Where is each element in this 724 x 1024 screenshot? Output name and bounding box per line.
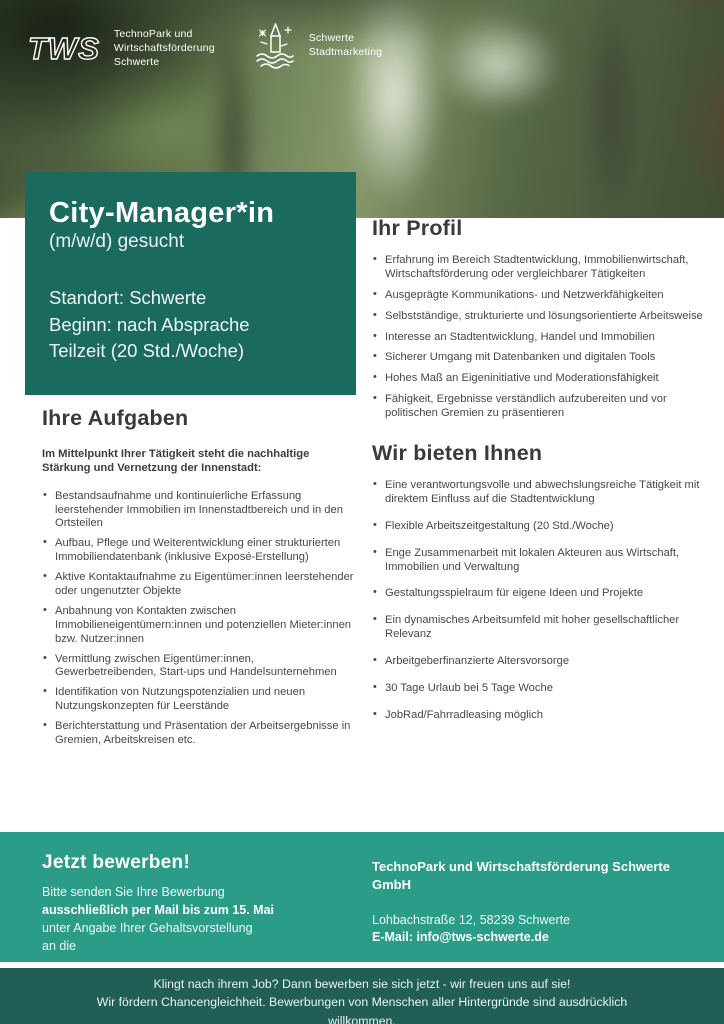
offer-item: • Arbeitgeberfinanzierte Altersvorsorge — [372, 655, 708, 669]
tws-logo-text — [114, 28, 215, 70]
tasks-heading: Ihre Aufgaben — [42, 406, 189, 430]
job-title-box — [25, 172, 356, 395]
right-column — [372, 216, 708, 736]
tws-logo-line: TechnoPark und — [113, 28, 193, 40]
offer-item: • Ein dynamisches Arbeitsumfeld mit hoher gesellschaftlicher Relevanz — [372, 614, 708, 642]
offer-list — [372, 479, 708, 723]
stadtmarketing-logo-line: Schwerte — [308, 32, 355, 45]
apply-line: an die — [42, 939, 77, 954]
task-item: • Berichterstattung und Präsentation der Arbeitsergebnisse in Gremien, Arbeitskreisen etc. — [42, 720, 358, 748]
offer-heading: Wir bieten Ihnen — [372, 441, 543, 466]
task-item: • Aktive Kontaktaufnahme zu Eigentümer:innen leerstehender oder ungenutzter Objekte — [42, 571, 358, 599]
tasks-section — [42, 406, 358, 754]
apply-text — [42, 883, 342, 956]
profile-item: • Erfahrung im Bereich Stadtentwicklung, Immobilienwirtschaft, Wirtschaftsförderung oder vergleichbarer Tätigkeiten — [372, 254, 708, 282]
apply-heading: Jetzt bewerben! — [42, 852, 191, 873]
offer-item: • Gestaltungsspielraum für eigene Ideen und Projekte — [372, 587, 708, 601]
job-detail-line: Standort: Schwerte — [49, 287, 207, 309]
job-detail-line: Beginn: nach Absprache — [49, 313, 250, 335]
stadtmarketing-fountain-icon — [253, 22, 297, 70]
tws-logo-line: Schwerte — [113, 55, 160, 68]
tws-logo — [28, 28, 215, 70]
logo-row — [28, 28, 382, 70]
apply-deadline-line: ausschließlich per Mail bis zum 15. Mai — [42, 903, 275, 918]
offer-item: • 30 Tage Urlaub bei 5 Tage Woche — [372, 682, 708, 696]
profile-heading: Ihr Profil — [372, 216, 463, 240]
task-item: • Anbahnung von Kontakten zwischen Immobilieneigentümern:innen und potenziellen Mieter:innen bzw. Nutzer:innen — [42, 605, 358, 647]
apply-band — [0, 832, 724, 962]
job-title: City-Manager*in — [49, 197, 275, 229]
apply-line: unter Angabe Ihrer Gehaltsvorstellung — [42, 921, 253, 936]
profile-list — [372, 254, 708, 421]
task-item: • Vermittlung zwischen Eigentümer:innen, Gewerbetreibenden, Start-ups und Handelsunternehmen — [42, 653, 358, 681]
stadtmarketing-logo-line: Stadtmarketing — [308, 46, 383, 58]
stadtmarketing-logo-text — [309, 32, 382, 60]
profile-item: • Fähigkeit, Ergebnisse verständlich aufzubereiten und vor politischen Gremien zu präsentieren — [372, 393, 708, 421]
profile-item: • Interesse an Stadtentwicklung, Handel und Immobilien — [372, 331, 708, 345]
profile-item: • Selbstständige, strukturierte und lösungsorientierte Arbeitsweise — [372, 310, 708, 324]
offer-item: • JobRad/Fahrradleasing möglich — [372, 709, 708, 723]
company-address: Lohbachstraße 12, 58239 Schwerte — [372, 913, 571, 928]
footer-line: willkommen. — [328, 1013, 396, 1024]
profile-item: • Hohes Maß an Eigeninitiative und Moderationsfähigkeit — [372, 372, 708, 386]
job-detail-line: Teilzeit (20 Std./Woche) — [49, 339, 245, 361]
tasks-list — [42, 490, 358, 748]
equality-footer — [0, 968, 724, 1024]
job-subtitle: (m/w/d) gesucht — [49, 231, 185, 253]
profile-item: • Ausgeprägte Kommunikations- und Netzwerkfähigkeiten — [372, 289, 708, 303]
task-item: • Bestandsaufnahme und kontinuierliche Erfassung leerstehender Immobilien im Innenstadtbereich und in den Ortsteilen — [42, 490, 358, 532]
company-name: TechnoPark und Wirtschaftsförderung Schwerte GmbH — [372, 859, 670, 893]
task-item: • Identifikation von Nutzungspotenzialien und neuen Nutzungskonzepten für Leerstände — [42, 686, 358, 714]
offer-item: • Enge Zusammenarbeit mit lokalen Akteuren aus Wirtschaft, Immobilien und Verwaltung — [372, 547, 708, 575]
profile-item: • Sicherer Umgang mit Datenbanken und digitalen Tools — [372, 351, 708, 365]
tasks-intro: Im Mittelpunkt Ihrer Tätigkeit steht die nachhaltige Stärkung und Vernetzung der Innenstadt: — [42, 448, 310, 475]
footer-line: Wir fördern Chancengleichheit. Bewerbungen von Menschen aller Hintergründe sind ausdrücklich — [96, 995, 628, 1010]
task-item: • Aufbau, Pflege und Weiterentwicklung einer strukturierten Immobiliendatenbank (inklusive Exposé-Erstellung) — [42, 537, 358, 565]
apply-call-to-action — [42, 852, 342, 956]
apply-line: Bitte senden Sie Ihre Bewerbung — [42, 885, 225, 899]
tws-logo-line: Wirtschaftsförderung — [113, 41, 215, 54]
contact-block — [372, 858, 692, 944]
stadtmarketing-logo — [253, 22, 382, 70]
contact-email: E-Mail: info@tws-schwerte.de — [372, 929, 549, 944]
offer-item: • Flexible Arbeitszeitgestaltung (20 Std./Woche) — [372, 520, 708, 534]
job-details — [49, 285, 332, 364]
tws-logo-mark: TWS — [28, 31, 100, 67]
footer-line: Klingt nach ihrem Job? Dann bewerben sie sich jetzt - wir freuen uns auf sie! — [153, 977, 571, 991]
offer-item: • Eine verantwortungsvolle und abwechslungsreiche Tätigkeit mit direktem Einfluss auf die Stadtentwicklung — [372, 479, 708, 507]
